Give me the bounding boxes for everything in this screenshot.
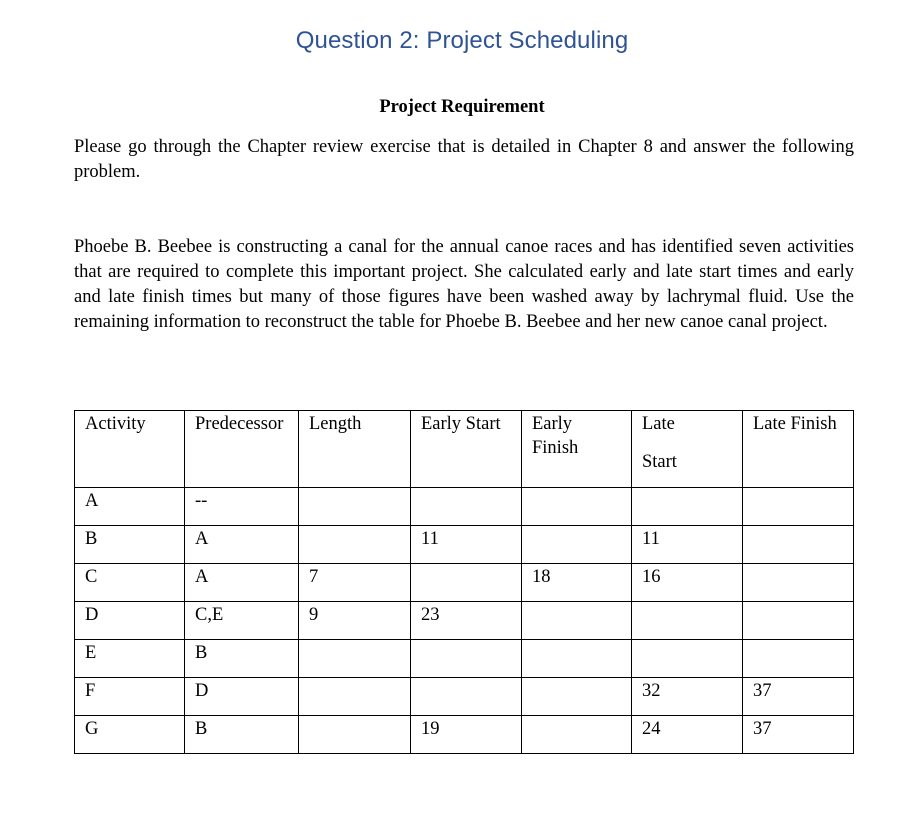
cell-early-start bbox=[411, 564, 522, 602]
cell-length bbox=[299, 526, 411, 564]
table-row bbox=[75, 488, 854, 526]
cell-late-start: 32 bbox=[632, 678, 743, 716]
cell-early-finish bbox=[522, 602, 632, 640]
cell-late-finish bbox=[743, 564, 854, 602]
table-row bbox=[75, 716, 854, 754]
cell-late-finish bbox=[743, 640, 854, 678]
cell-early-finish bbox=[522, 488, 632, 526]
cell-early-start: 11 bbox=[411, 526, 522, 564]
cell-late-finish bbox=[743, 488, 854, 526]
table-header-row bbox=[75, 411, 854, 488]
cell-activity: A bbox=[75, 488, 185, 526]
cell-early-start bbox=[411, 678, 522, 716]
cell-predecessor: C,E bbox=[185, 602, 299, 640]
table-row bbox=[75, 526, 854, 564]
cell-late-start: 11 bbox=[632, 526, 743, 564]
header-early-start: Early Start bbox=[411, 411, 522, 488]
cell-late-finish: 37 bbox=[743, 678, 854, 716]
cell-activity: F bbox=[75, 678, 185, 716]
header-activity: Activity bbox=[75, 411, 185, 488]
cell-early-finish bbox=[522, 640, 632, 678]
cell-activity: D bbox=[75, 602, 185, 640]
cell-length bbox=[299, 716, 411, 754]
header-late-start-line1: Late bbox=[642, 414, 675, 434]
cell-early-start bbox=[411, 488, 522, 526]
cell-activity: B bbox=[75, 526, 185, 564]
section-heading: Project Requirement bbox=[379, 97, 545, 117]
question-title: Question 2: Project Scheduling bbox=[295, 27, 629, 54]
cell-length bbox=[299, 678, 411, 716]
cell-length bbox=[299, 488, 411, 526]
cell-activity: C bbox=[75, 564, 185, 602]
header-early-finish-line1: Early bbox=[532, 414, 573, 434]
header-early-finish bbox=[522, 411, 632, 488]
cell-late-start bbox=[632, 640, 743, 678]
cell-late-start: 24 bbox=[632, 716, 743, 754]
cell-predecessor: A bbox=[185, 526, 299, 564]
cell-predecessor: A bbox=[185, 564, 299, 602]
cell-early-finish bbox=[522, 678, 632, 716]
problem-paragraph: Phoebe B. Beebee is constructing a canal for the annual canoe races and has identified seven activities that are required to complete this important project. She calculated early and late start times and early and late finish times but many of those figures have been washed away by lachrymal fluid. Use the remaining information to reconstruct the table for Phoebe B. Beebee and her new canoe canal project. bbox=[74, 237, 854, 332]
header-late-start-line2: Start bbox=[642, 452, 677, 472]
cell-early-finish bbox=[522, 526, 632, 564]
cell-activity: G bbox=[75, 716, 185, 754]
cell-predecessor: B bbox=[185, 716, 299, 754]
cell-predecessor: -- bbox=[185, 488, 299, 526]
header-early-finish-line2: Finish bbox=[532, 438, 579, 458]
table-row bbox=[75, 564, 854, 602]
header-late-finish: Late Finish bbox=[743, 411, 854, 488]
cell-activity: E bbox=[75, 640, 185, 678]
instruction-paragraph: Please go through the Chapter review exercise that is detailed in Chapter 8 and answer the following problem. bbox=[74, 137, 854, 182]
header-late-start bbox=[632, 411, 743, 488]
table-row bbox=[75, 640, 854, 678]
cell-late-start bbox=[632, 488, 743, 526]
cell-early-start: 23 bbox=[411, 602, 522, 640]
cell-early-finish: 18 bbox=[522, 564, 632, 602]
cell-early-start: 19 bbox=[411, 716, 522, 754]
cell-late-finish bbox=[743, 602, 854, 640]
cell-length: 9 bbox=[299, 602, 411, 640]
header-length: Length bbox=[299, 411, 411, 488]
cell-late-start: 16 bbox=[632, 564, 743, 602]
table-row bbox=[75, 602, 854, 640]
cell-late-start bbox=[632, 602, 743, 640]
cell-early-start bbox=[411, 640, 522, 678]
cell-predecessor: D bbox=[185, 678, 299, 716]
cell-late-finish: 37 bbox=[743, 716, 854, 754]
cell-length bbox=[299, 640, 411, 678]
cell-length: 7 bbox=[299, 564, 411, 602]
header-predecessor: Predecessor bbox=[185, 411, 299, 488]
cell-early-finish bbox=[522, 716, 632, 754]
schedule-table bbox=[74, 410, 854, 754]
cell-late-finish bbox=[743, 526, 854, 564]
cell-predecessor: B bbox=[185, 640, 299, 678]
table-row bbox=[75, 678, 854, 716]
